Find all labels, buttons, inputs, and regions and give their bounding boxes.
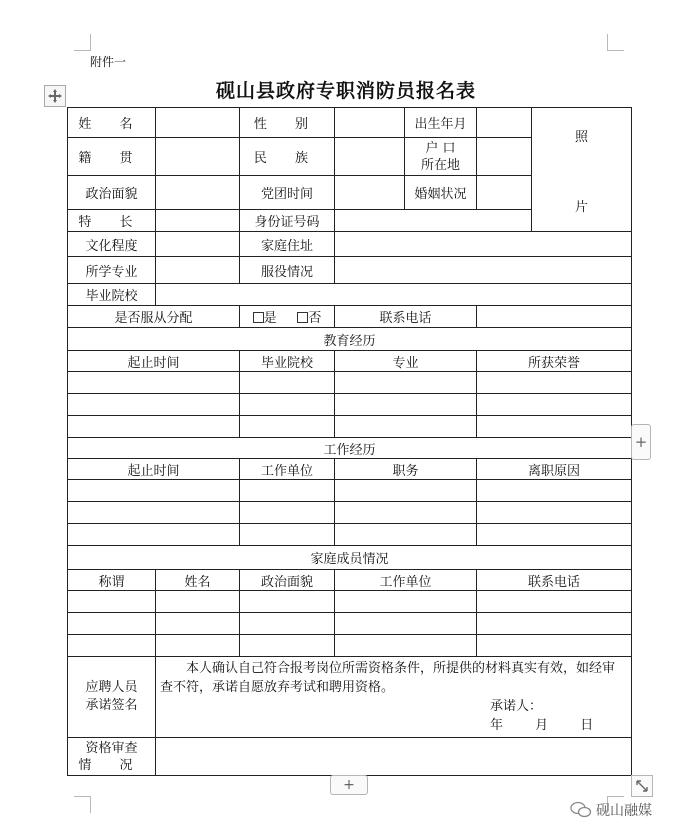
crop-mark-top-right <box>607 34 624 51</box>
work-header-position: 职务 <box>335 459 477 480</box>
table-row <box>68 591 632 613</box>
family-cell[interactable] <box>240 591 335 613</box>
input-service[interactable] <box>335 257 632 284</box>
edu-cell[interactable] <box>477 394 632 416</box>
input-ethnic[interactable] <box>335 138 405 176</box>
input-party-time[interactable] <box>335 176 405 210</box>
photo-label-bottom: 片 <box>574 200 588 215</box>
add-row-button[interactable]: + <box>330 775 368 795</box>
input-id-number[interactable] <box>335 210 532 232</box>
label-service: 服役情况 <box>240 257 335 284</box>
section-family-title: 家庭成员情况 <box>68 546 632 570</box>
table-row <box>68 480 632 502</box>
label-major: 所学专业 <box>68 257 156 284</box>
work-cell[interactable] <box>240 480 335 502</box>
label-review: 资格审查 情 况 <box>68 738 156 776</box>
table-row <box>68 524 632 546</box>
table-row <box>68 416 632 438</box>
photo-label-top: 照 <box>574 130 588 145</box>
watermark-text: 砚山融媒 <box>596 803 652 819</box>
input-education[interactable] <box>156 232 240 257</box>
label-education: 文化程度 <box>68 232 156 257</box>
checkbox-no[interactable] <box>297 312 308 323</box>
label-birth: 出生年月 <box>405 108 477 138</box>
work-cell[interactable] <box>68 480 240 502</box>
input-native[interactable] <box>156 138 240 176</box>
work-header-period: 起止时间 <box>68 459 240 480</box>
work-cell[interactable] <box>335 502 477 524</box>
label-specialty: 特 长 <box>68 210 156 232</box>
input-graduated[interactable] <box>156 284 632 306</box>
family-cell[interactable] <box>156 591 240 613</box>
family-cell[interactable] <box>240 613 335 635</box>
pledge-text-cell[interactable] <box>156 657 632 738</box>
label-political: 政治面貌 <box>68 176 156 210</box>
crop-mark-bottom-left <box>74 796 91 813</box>
crop-mark-top-left <box>74 34 91 51</box>
input-name[interactable] <box>156 108 240 138</box>
work-cell[interactable] <box>240 502 335 524</box>
edu-cell[interactable] <box>477 416 632 438</box>
input-specialty[interactable] <box>156 210 240 232</box>
label-address: 家庭住址 <box>240 232 335 257</box>
checkbox-yes[interactable] <box>253 312 264 323</box>
wechat-icon <box>570 801 592 819</box>
label-hukou: 户 口 所在地 <box>405 138 477 176</box>
family-header-relation: 称谓 <box>68 570 156 591</box>
work-cell[interactable] <box>477 480 632 502</box>
family-cell[interactable] <box>68 591 156 613</box>
label-native: 籍 贯 <box>68 138 156 176</box>
edu-cell[interactable] <box>68 372 240 394</box>
edu-cell[interactable] <box>240 372 335 394</box>
family-cell[interactable] <box>477 591 632 613</box>
table-row <box>68 394 632 416</box>
table-resize-icon[interactable] <box>631 775 653 797</box>
input-gender[interactable] <box>335 108 405 138</box>
table-row <box>68 502 632 524</box>
edu-cell[interactable] <box>240 394 335 416</box>
page-title: 砚山县政府专职消防员报名表 <box>215 80 476 102</box>
input-review[interactable] <box>156 738 632 776</box>
input-political[interactable] <box>156 176 240 210</box>
pledge-text: 本人确认自己符合报考岗位所需资格条件，所提供的材料真实有效，如经审查不符，承诺自愿放弃考试和聘用资格。 <box>160 661 616 695</box>
edu-cell[interactable] <box>68 394 240 416</box>
work-cell[interactable] <box>68 524 240 546</box>
edu-header-honors: 所获荣誉 <box>477 351 632 372</box>
family-cell[interactable] <box>335 635 477 657</box>
label-graduated: 毕业院校 <box>68 284 156 306</box>
label-ethnic: 民 族 <box>240 138 335 176</box>
input-phone[interactable] <box>477 306 632 328</box>
family-header-employer: 工作单位 <box>335 570 477 591</box>
edu-cell[interactable] <box>240 416 335 438</box>
family-cell[interactable] <box>335 613 477 635</box>
pledge-signer: 承诺人： <box>490 699 543 714</box>
edu-header-major: 专业 <box>335 351 477 372</box>
edu-cell[interactable] <box>335 394 477 416</box>
family-cell[interactable] <box>156 635 240 657</box>
family-cell[interactable] <box>68 613 156 635</box>
table-row <box>68 613 632 635</box>
work-cell[interactable] <box>335 480 477 502</box>
pledge-date: 年 月 日 <box>490 718 594 733</box>
family-header-phone: 联系电话 <box>477 570 632 591</box>
label-name: 姓 名 <box>68 108 156 138</box>
input-major[interactable] <box>156 257 240 284</box>
label-id-number: 身份证号码 <box>240 210 335 232</box>
work-header-employer: 工作单位 <box>240 459 335 480</box>
watermark <box>570 800 652 820</box>
label-gender: 性 别 <box>240 108 335 138</box>
family-cell[interactable] <box>335 591 477 613</box>
work-cell[interactable] <box>240 524 335 546</box>
edu-cell[interactable] <box>68 416 240 438</box>
obey-options: 是 否 <box>240 306 335 328</box>
registration-form-table <box>67 107 632 776</box>
family-cell[interactable] <box>68 635 156 657</box>
input-birth[interactable] <box>477 108 532 138</box>
family-cell[interactable] <box>156 613 240 635</box>
annex-label: 附件一 <box>90 55 127 69</box>
family-header-name: 姓名 <box>156 570 240 591</box>
family-header-political: 政治面貌 <box>240 570 335 591</box>
table-row <box>68 372 632 394</box>
family-cell[interactable] <box>240 635 335 657</box>
edu-header-school: 毕业院校 <box>240 351 335 372</box>
family-cell[interactable] <box>477 635 632 657</box>
family-cell[interactable] <box>477 613 632 635</box>
edu-cell[interactable] <box>335 372 477 394</box>
section-education-title: 教育经历 <box>68 328 632 351</box>
label-obey-assignment: 是否服从分配 <box>68 306 240 328</box>
edu-cell[interactable] <box>477 372 632 394</box>
edu-cell[interactable] <box>335 416 477 438</box>
work-cell[interactable] <box>477 502 632 524</box>
edu-header-period: 起止时间 <box>68 351 240 372</box>
add-column-button[interactable]: + <box>631 424 651 460</box>
work-cell[interactable] <box>68 502 240 524</box>
input-hukou[interactable] <box>477 138 532 176</box>
table-row <box>68 635 632 657</box>
input-marital[interactable] <box>477 176 532 210</box>
label-marital: 婚姻状况 <box>405 176 477 210</box>
input-address[interactable] <box>335 232 632 257</box>
work-cell[interactable] <box>335 524 477 546</box>
work-header-reason: 离职原因 <box>477 459 632 480</box>
label-party-time: 党团时间 <box>240 176 335 210</box>
label-pledge: 应聘人员 承诺签名 <box>68 657 156 738</box>
work-cell[interactable] <box>477 524 632 546</box>
section-work-title: 工作经历 <box>68 438 632 459</box>
photo-box[interactable] <box>532 108 632 232</box>
label-phone: 联系电话 <box>335 306 477 328</box>
